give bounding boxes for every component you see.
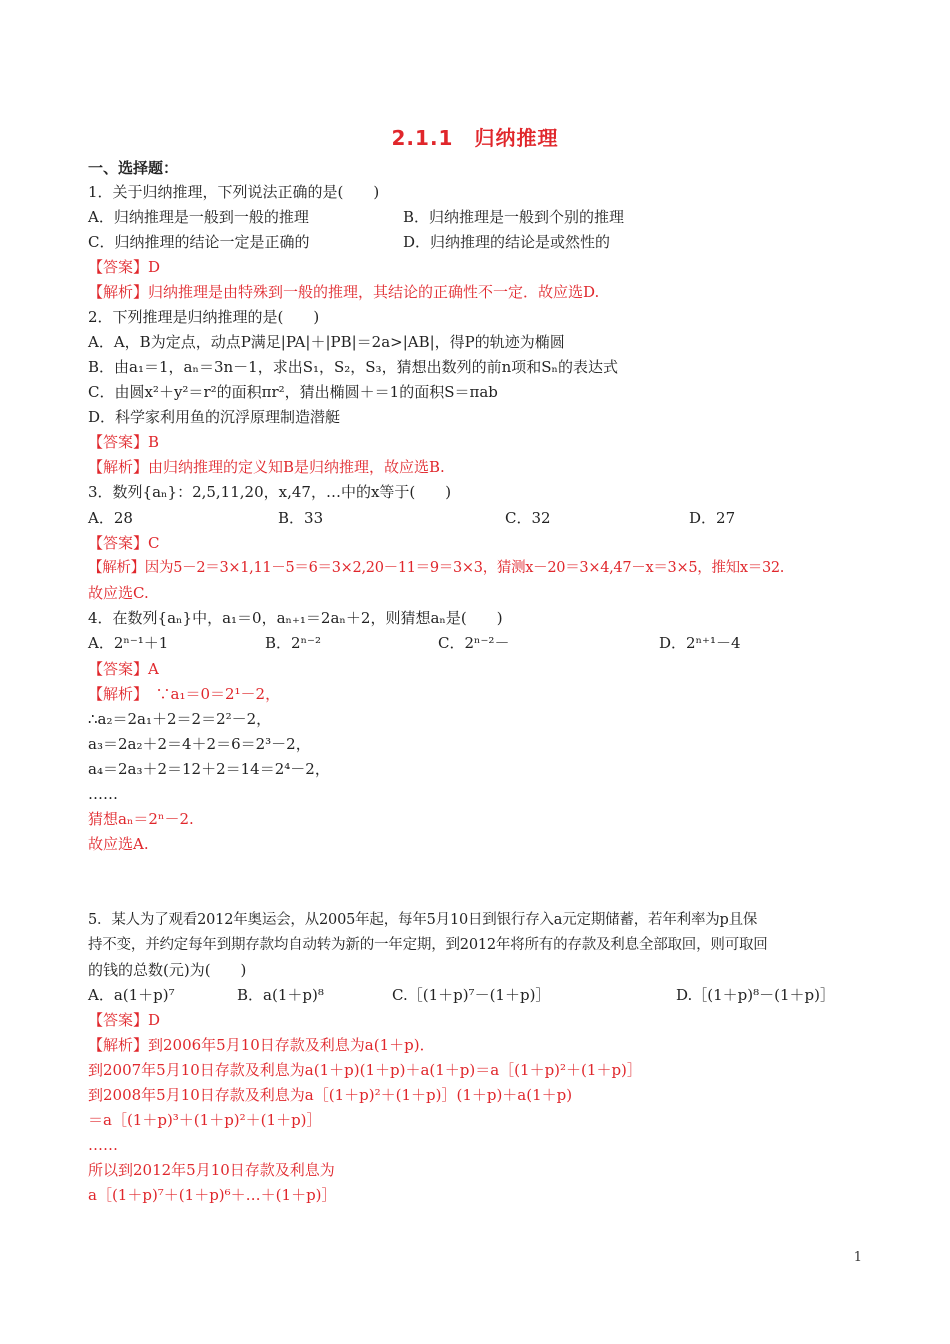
q3-analysis-line-1: 【解析】因为5－2＝3×1,11－5＝6＝3×2,20－11＝9＝3×3，猜测x－20＝3×4,47－x＝3×5，推知x＝32.	[88, 560, 785, 576]
q1-option-b: B．归纳推理是一般到个别的推理	[403, 208, 625, 226]
q2-option-b: B．由a₁＝1，aₙ＝3n－1，求出S₁，S₂，S₃，猜想出数列的前n项和Sₙ的表达式	[88, 358, 618, 376]
q1-option-d: D．归纳推理的结论是或然性的	[403, 233, 611, 251]
q2-analysis: 【解析】由归纳推理的定义知B是归纳推理，故应选B.	[88, 458, 445, 476]
q1-analysis: 【解析】归纳推理是由特殊到一般的推理，其结论的正确性不一定．故应选D.	[88, 283, 600, 301]
section-heading: 一、选择题：	[88, 159, 179, 177]
q2-answer: 【答案】B	[88, 433, 160, 451]
q4-stem: 4．在数列{aₙ}中，a₁＝0，aₙ₊₁＝2aₙ＋2，则猜想aₙ是( )	[88, 609, 503, 627]
q4-analysis-line-2: ∴a₂＝2a₁＋2＝2＝2²－2，	[88, 710, 272, 728]
q4-answer: 【答案】A	[88, 660, 159, 678]
q3-option-c: C．32	[505, 509, 551, 527]
q5-analysis-line-5: ……	[88, 1136, 118, 1154]
q3-analysis-line-2: 故应选C.	[88, 584, 149, 602]
page-title: 2.1.1 归纳推理	[391, 126, 559, 150]
q3-answer: 【答案】C	[88, 534, 160, 552]
q4-option-b: B．2ⁿ⁻²	[265, 634, 321, 652]
q2-option-c: C．由圆x²＋y²＝r²的面积πr²，猜出椭圆＋＝1的面积S＝πab	[88, 383, 498, 401]
q1-answer: 【答案】D	[88, 258, 161, 276]
q3-option-a: A．28	[88, 509, 133, 527]
q5-option-b: B．a(1＋p)⁸	[237, 986, 324, 1004]
q5-analysis-line-3: 到2008年5月10日存款及利息为a［(1＋p)²＋(1＋p)］(1＋p)＋a(1＋p)	[88, 1086, 573, 1104]
q4-analysis-line-6: 猜想aₙ＝2ⁿ－2.	[88, 810, 194, 828]
q4-option-a: A．2ⁿ⁻¹＋1	[88, 634, 169, 652]
q5-option-a: A．a(1＋p)⁷	[88, 986, 175, 1004]
q5-stem-line-3: 的钱的总数(元)为( )	[88, 961, 247, 979]
page-number: 1	[853, 1250, 862, 1265]
q5-analysis-line-7: a［(1＋p)⁷＋(1＋p)⁶＋…＋(1＋p)］	[88, 1186, 337, 1204]
q5-stem-line-2: 持不变，并约定每年到期存款均自动转为新的一年定期，到2012年将所有的存款及利息全部取回，则可取回	[88, 937, 768, 953]
q3-option-b: B．33	[278, 509, 324, 527]
q2-stem: 2．下列推理是归纳推理的是( )	[88, 308, 320, 326]
q5-stem-line-1: 5．某人为了观看2012年奥运会，从2005年起，每年5月10日到银行存入a元定期储蓄，若年利率为p且保	[88, 912, 758, 928]
q3-option-d: D．27	[689, 509, 736, 527]
q1-option-c: C．归纳推理的结论一定是正确的	[88, 233, 310, 251]
q5-analysis-line-2: 到2007年5月10日存款及利息为a(1＋p)(1＋p)＋a(1＋p)＝a［(1＋p)²＋(1＋p)］	[88, 1061, 642, 1079]
q1-stem: 1．关于归纳推理，下列说法正确的是( )	[88, 183, 380, 201]
q4-option-c: C．2ⁿ⁻²－	[438, 634, 510, 652]
q4-analysis-line-5: ……	[88, 785, 118, 803]
q5-option-c: C.［(1＋p)⁷－(1＋p)］	[392, 986, 551, 1004]
q5-option-d: D.［(1＋p)⁸－(1＋p)］	[676, 986, 835, 1004]
q4-analysis-line-1: 【解析】 ∵a₁＝0＝2¹－2，	[88, 685, 281, 703]
q5-answer: 【答案】D	[88, 1011, 161, 1029]
q5-analysis-line-1: 【解析】到2006年5月10日存款及利息为a(1＋p)．	[88, 1036, 435, 1054]
q4-analysis-line-4: a₄＝2a₃＋2＝12＋2＝14＝2⁴－2，	[88, 760, 330, 778]
q5-analysis-line-6: 所以到2012年5月10日存款及利息为	[88, 1161, 335, 1179]
q4-analysis-line-7: 故应选A.	[88, 835, 149, 853]
q5-analysis-line-4: ＝a［(1＋p)³＋(1＋p)²＋(1＋p)］	[88, 1111, 322, 1129]
q4-option-d: D．2ⁿ⁺¹－4	[659, 634, 741, 652]
q3-stem: 3．数列{aₙ}：2,5,11,20，x,47，…中的x等于( )	[88, 483, 452, 501]
q2-option-a: A．A，B为定点，动点P满足|PA|＋|PB|＝2a>|AB|，得P的轨迹为椭圆	[88, 333, 565, 351]
q4-analysis-line-3: a₃＝2a₂＋2＝4＋2＝6＝2³－2，	[88, 735, 311, 753]
q1-option-a: A．归纳推理是一般到一般的推理	[88, 208, 309, 226]
q2-option-d: D．科学家利用鱼的沉浮原理制造潜艇	[88, 408, 341, 426]
